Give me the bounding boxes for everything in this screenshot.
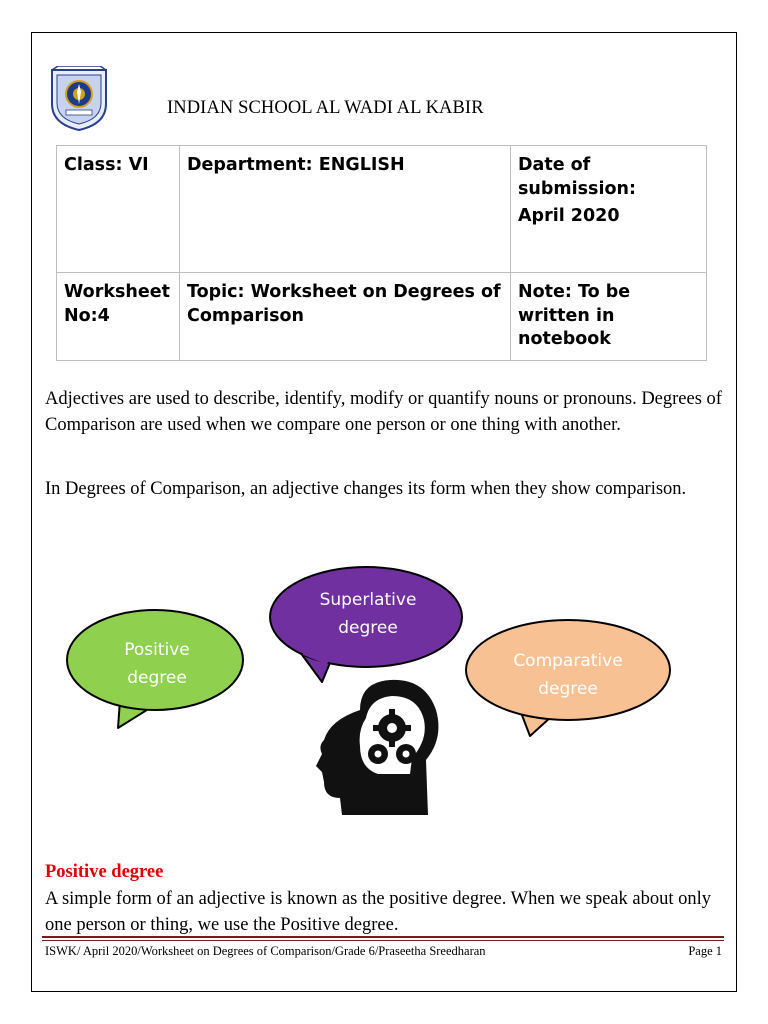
intro-paragraph: Adjectives are used to describe, identify, modify or quantify nouns or pronouns. Degrees of Comparison are used when we compare one person or one thing with another. — [45, 389, 722, 435]
positive-degree-heading: Positive degree — [45, 862, 164, 882]
school-name: INDIAN SCHOOL AL WADI AL KABIR — [167, 98, 484, 118]
footer-rule — [42, 936, 724, 938]
page-number: Page 1 — [688, 944, 722, 958]
comparison-paragraph: In Degrees of Comparison, an adjective changes its form when they show comparison. — [45, 479, 687, 499]
positive-degree-bubble — [67, 610, 243, 728]
school-logo-icon — [48, 66, 110, 132]
date-label-2: submission: — [518, 178, 636, 199]
positive-bubble-text-1: Positive — [124, 640, 190, 660]
superlative-bubble-text-2: degree — [338, 618, 398, 638]
date-cell — [511, 146, 707, 273]
topic-cell: Topic: Worksheet on Degrees of Comparison — [180, 273, 511, 361]
positive-bubble-text-2: degree — [127, 668, 187, 688]
comparative-degree-bubble — [466, 620, 670, 736]
degrees-diagram — [60, 560, 720, 850]
footer-rule-thin — [42, 940, 724, 941]
note-cell: Note: To be written in notebook — [511, 273, 707, 361]
date-label-1: Date of — [518, 155, 591, 175]
department-cell: Department: ENGLISH — [180, 146, 511, 273]
footer-text: ISWK/ April 2020/Worksheet on Degrees of Comparison/Grade 6/Praseetha Sreedharan — [45, 944, 486, 958]
superlative-bubble-text-1: Superlative — [319, 590, 417, 610]
positive-degree-paragraph: A simple form of an adjective is known as the positive degree. When we speak about only one person or thing, we use the Positive degree. — [45, 889, 711, 935]
info-table — [56, 145, 707, 361]
superlative-degree-bubble — [270, 567, 462, 682]
date-value: April 2020 — [518, 206, 620, 227]
class-cell: Class: VI — [57, 146, 180, 273]
worksheet-cell: Worksheet No:4 — [57, 273, 180, 361]
head-with-gears-icon — [316, 680, 438, 815]
comparative-bubble-text-2: degree — [538, 679, 598, 699]
comparative-bubble-text-1: Comparative — [513, 651, 623, 671]
